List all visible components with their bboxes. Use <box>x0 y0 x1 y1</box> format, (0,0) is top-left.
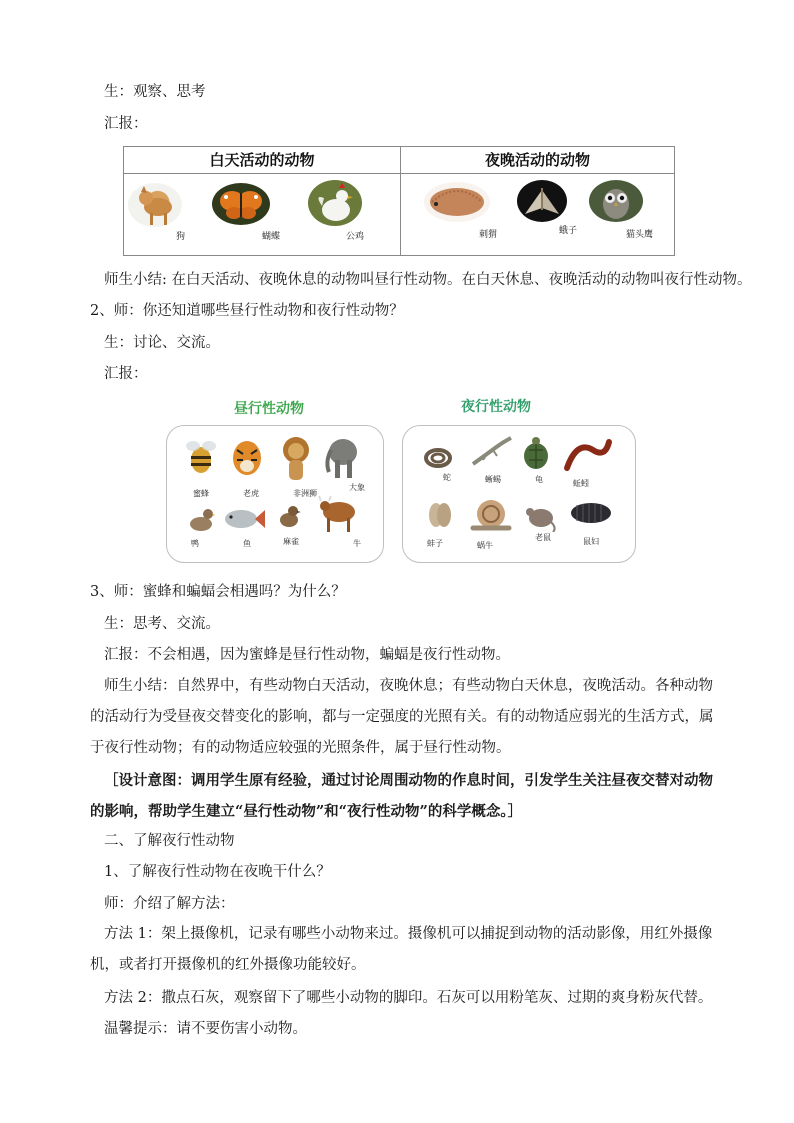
student-discuss-line: 生：讨论、交流。 <box>104 335 220 351</box>
pillbug-label: 鼠妇 <box>583 537 599 546</box>
summary-1: 师生小结: 在白天活动、夜晚休息的动物叫昼行性动物。在白天休息、夜晚活动的动物叫夜行性动物。 <box>104 272 752 288</box>
student-think-line: 生：思考、交流。 <box>104 616 220 632</box>
lion-picture <box>277 434 315 482</box>
report-label-2: 汇报： <box>104 366 148 382</box>
summary-2-text: 师生小结：自然界中，有些动物白天活动，夜晚休息；有些动物白天休息，夜晚活动。各种动物的活动行为受昼夜交替变化的影响，都与一定强度的光照有关。有的动物适应弱光的生活方式，属于夜行性动物；有的动物适应较强的光照条件，属于昼行性动物。 <box>90 678 714 756</box>
summary-2 <box>90 671 720 764</box>
snake-label: 蛇 <box>443 473 451 482</box>
hedgehog-picture <box>424 182 490 222</box>
pillbug-picture <box>567 498 615 528</box>
nocturnal-title: 夜行性动物 <box>461 399 531 415</box>
owl-picture <box>589 180 643 222</box>
diurnal-title: 昼行性动物 <box>234 401 304 417</box>
earthworm-label: 蚯蚓 <box>573 479 589 488</box>
snail-label: 蜗牛 <box>477 541 493 550</box>
warm-tip: 温馨提示：请不要伤害小动物。 <box>104 1021 307 1037</box>
day-night-animals-table <box>123 146 675 256</box>
elephant-picture <box>321 432 361 482</box>
clam-label: 蚌子 <box>427 539 443 548</box>
tiger-label: 老虎 <box>243 489 259 498</box>
question-2: 2、师：你还知道哪些昼行性动物和夜行性动物？ <box>90 303 404 319</box>
duck-label: 鸭 <box>191 539 199 548</box>
night-animals-header: 夜晚活动的动物 <box>401 147 674 174</box>
tiger-picture <box>229 436 265 478</box>
method-2: 方法 2：撒点石灰，观察留下了哪些小动物的脚印。石灰可以用粉笔灰、过期的爽身粉灰代替。 <box>104 990 713 1006</box>
lion-label: 非洲狮 <box>293 489 317 498</box>
design-intent-text: ［设计意图：调用学生原有经验，通过讨论周围动物的作息时间，引发学生关注昼夜交替对动物的影响，帮助学生建立“昼行性动物”和“夜行性动物”的科学概念。］ <box>90 772 713 820</box>
lizard-picture <box>469 434 513 470</box>
fish-picture <box>223 506 265 532</box>
section-2-heading: 二、了解夜行性动物 <box>104 833 235 849</box>
butterfly-label: 蝴蝶 <box>262 232 281 242</box>
design-intent <box>90 765 720 827</box>
dog-picture <box>128 183 182 227</box>
bee-picture <box>183 436 219 476</box>
report-answer: 汇报：不会相遇，因为蜜蜂是昼行性动物，蝙蝠是夜行性动物。 <box>104 647 510 663</box>
clam-picture <box>425 500 455 530</box>
teacher-method-line: 师：介绍了解方法： <box>104 896 235 912</box>
sparrow-label: 麻雀 <box>283 537 299 546</box>
method-1 <box>90 919 720 981</box>
cow-picture <box>317 492 359 534</box>
bee-label: 蜜蜂 <box>193 489 209 498</box>
mouse-label: 老鼠 <box>535 533 551 542</box>
question-1b: 1、了解夜行性动物在夜晚干什么？ <box>104 864 331 880</box>
turtle-label: 龟 <box>535 475 543 484</box>
question-3: 3、师：蜜蜂和蝙蝠会相遇吗？为什么？ <box>90 584 346 600</box>
table-divider <box>400 147 401 255</box>
rooster-label: 公鸡 <box>346 232 365 242</box>
earthworm-picture <box>563 436 613 472</box>
student-observe-line: 生：观察、思考 <box>104 84 206 100</box>
fish-label: 鱼 <box>243 539 251 548</box>
day-animals-header: 白天活动的动物 <box>124 147 400 174</box>
diurnal-panel <box>166 425 384 563</box>
owl-label: 猫头鹰 <box>626 230 654 240</box>
butterfly-picture <box>212 183 270 225</box>
duck-picture <box>185 506 215 534</box>
rooster-picture <box>308 180 362 226</box>
lizard-label: 蜥蜴 <box>485 475 501 484</box>
sparrow-picture <box>275 502 303 532</box>
snail-picture <box>467 494 513 534</box>
dog-label: 狗 <box>176 232 186 242</box>
snake-picture <box>423 444 453 470</box>
moth-picture <box>517 180 567 222</box>
moth-label: 蛾子 <box>559 226 578 236</box>
turtle-picture <box>521 436 551 472</box>
mouse-picture <box>521 498 557 532</box>
elephant-label: 大象 <box>349 483 365 492</box>
cow-label: 牛 <box>353 539 361 548</box>
report-label-1: 汇报： <box>104 116 148 132</box>
method-1-text: 方法 1：架上摄像机，记录有哪些小动物来过。摄像机可以捕捉到动物的活动影像，用红外摄像机，或者打开摄像机的红外摄像功能较好。 <box>90 926 713 973</box>
nocturnal-panel <box>402 425 636 563</box>
hedgehog-label: 刺猬 <box>479 230 498 240</box>
